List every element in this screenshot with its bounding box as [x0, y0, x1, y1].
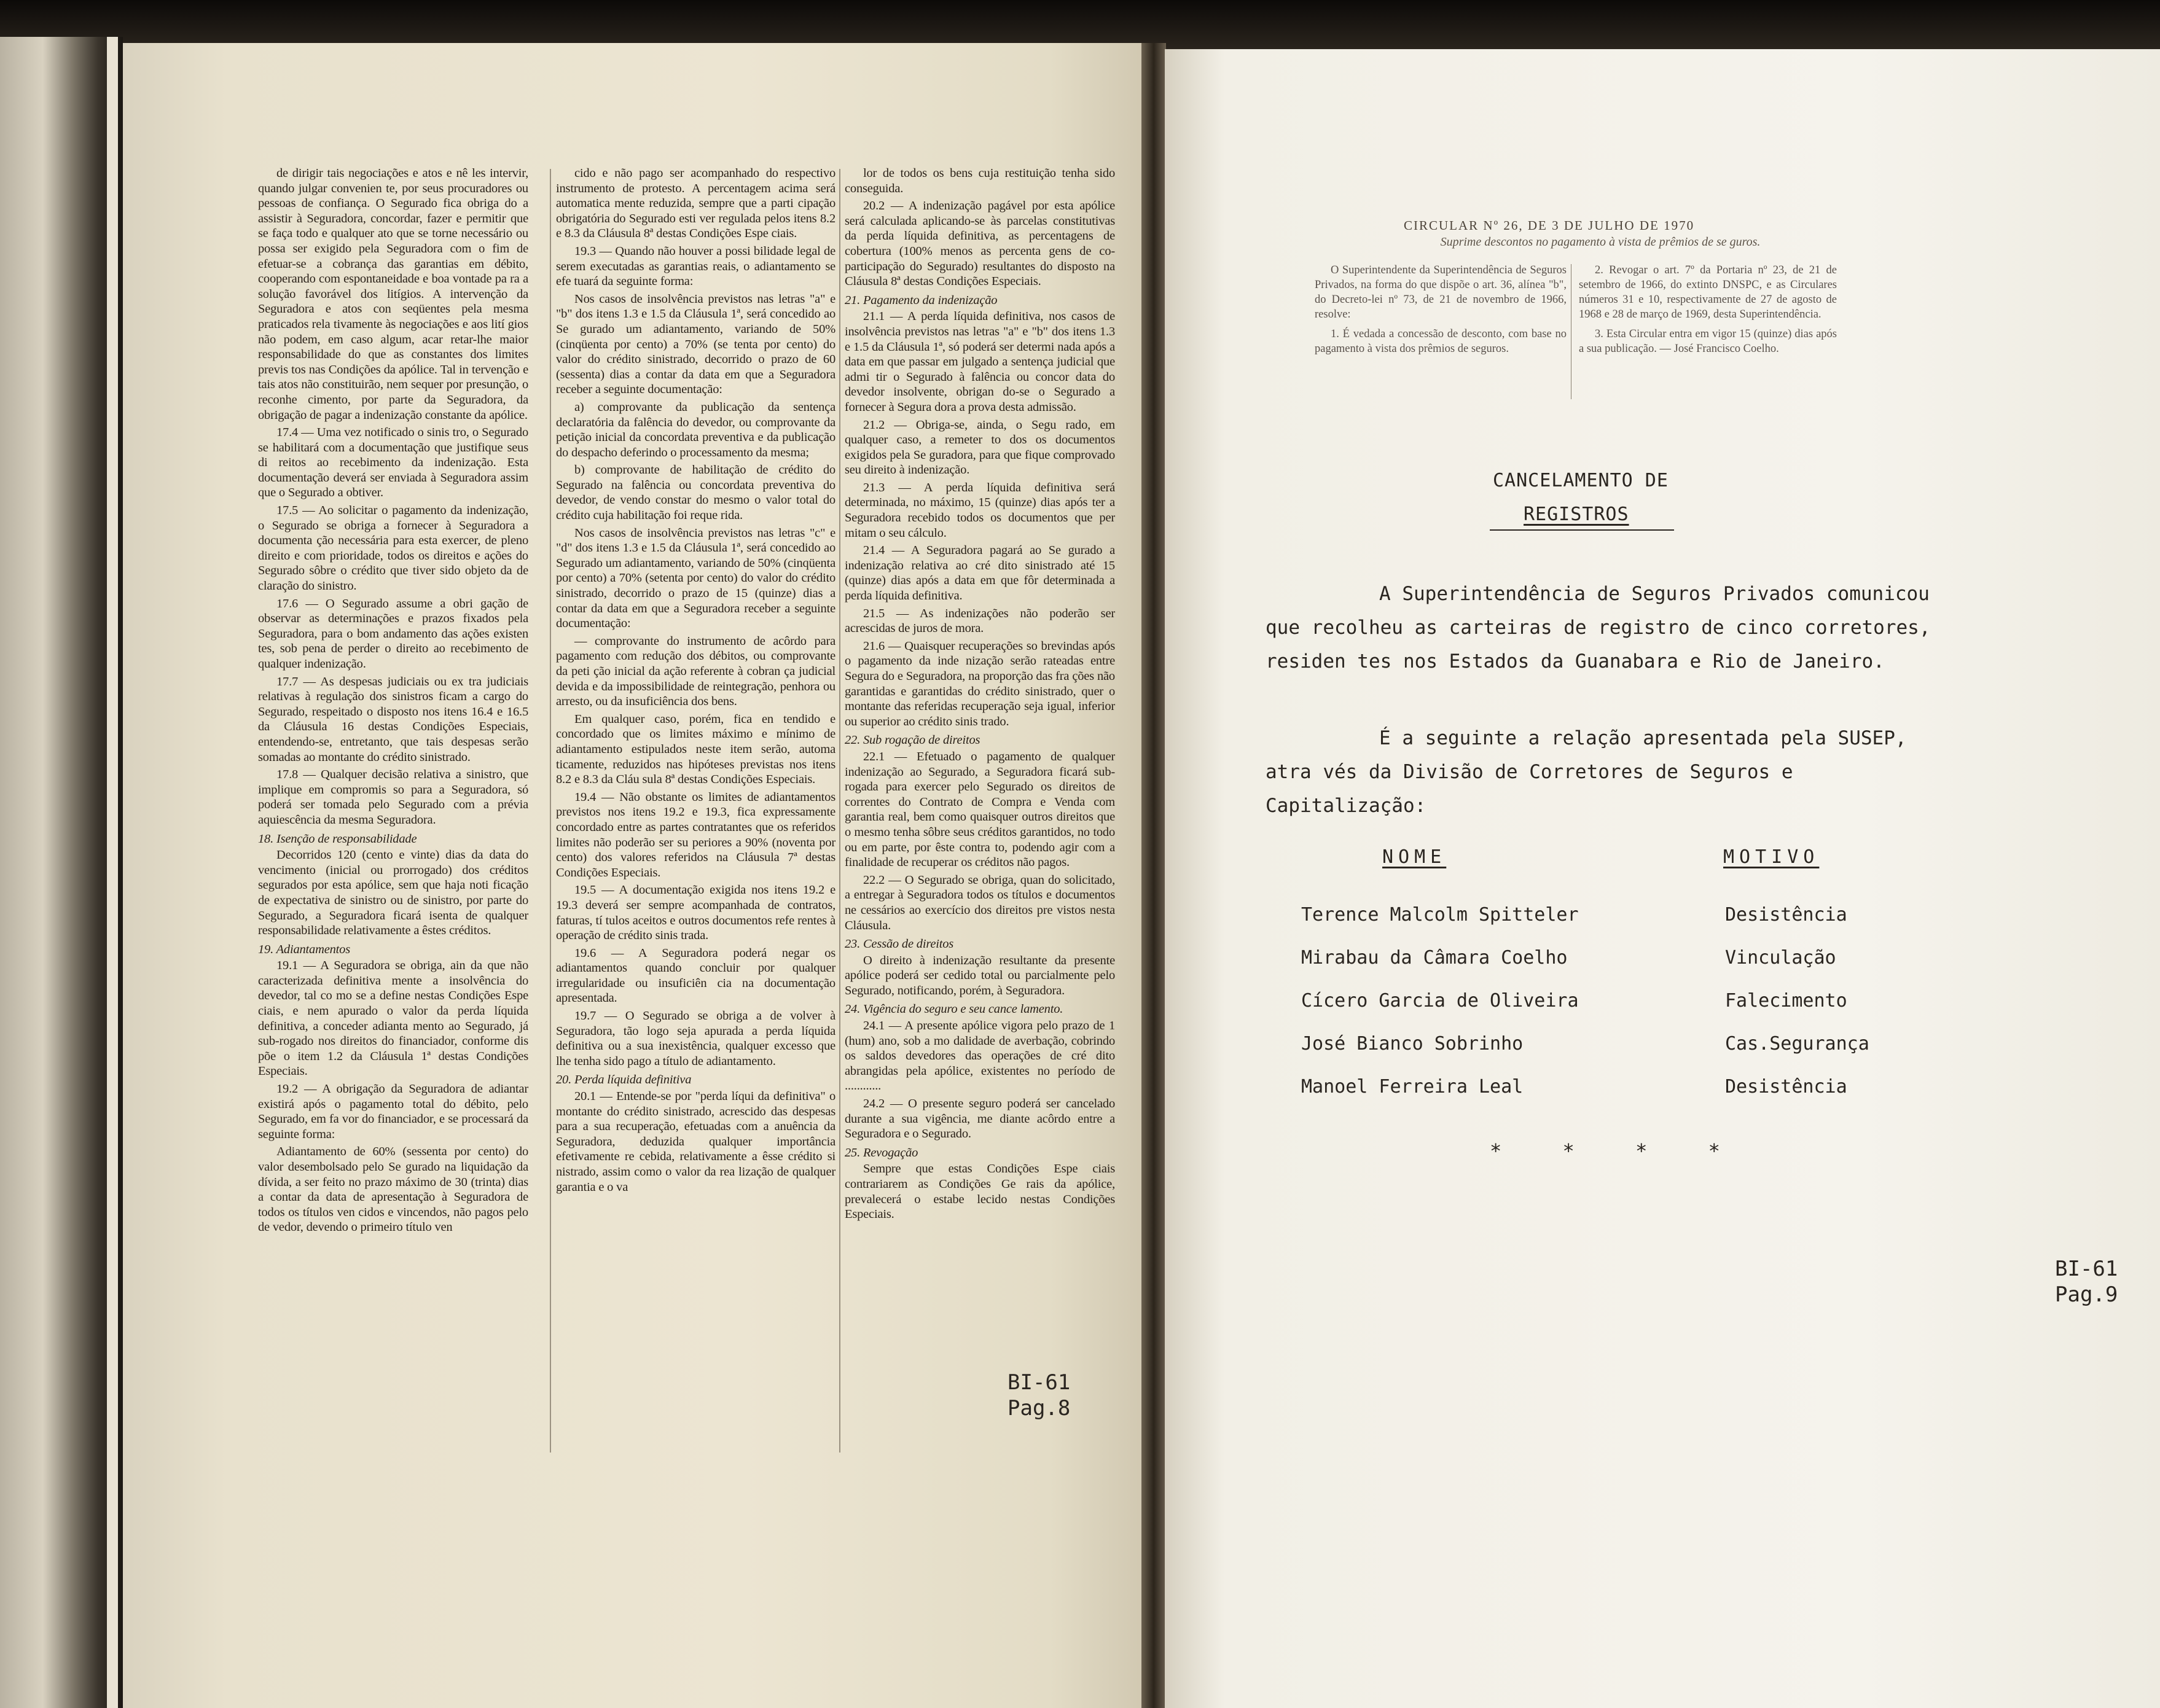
broker-names-list	[1301, 894, 1579, 1109]
scanner-background	[0, 0, 2160, 49]
clause-paragraph: Nos casos de insolvência previstos nas letras "c" e "d" dos itens 1.3 e 1.5 da Cláusula 1ª, será concedido ao Segurado um adiantamento, variando de 50% (cinqüenta por cento) a 70% (setenta por cento) do valor do crédito sinistrado, decorrido o prazo de 15 (quinze) dias a contar da data em que a Seguradora receber a seguinte documentação:	[556, 526, 835, 631]
circular-column-b	[1579, 263, 1837, 361]
page-ref: BI-61	[1008, 1370, 1071, 1395]
notice-paragraph: A Superintendência de Seguros Privados comunicou que recolheu as carteiras de registro de cinco corretores, residen tes nos Estados da Guanabara e Rio de Janeiro.	[1266, 583, 1931, 673]
broker-name: Mirabau da Câmara Coelho	[1301, 947, 1568, 969]
reasons-list	[1725, 894, 1869, 1109]
clause-paragraph: 21.3 — A perda líquida definitiva será determinada, no máximo, 15 (quinze) dias após ter a Seguradora recebido todos os documentos que per mitam o seu cálculo.	[845, 480, 1115, 540]
clause-paragraph: 17.6 — O Segurado assume a obri gação de observar as determinações e prazos fixados pela Seguradora, para o bom andamento das ações existen tes, sob pena de perder o direito ao recebimento de qualquer indenização.	[258, 596, 528, 671]
clause-paragraph: 20.2 — A indenização pagável por esta apólice será calculada aplicando-se às parcelas constitutivas da perda líquida definitiva, as percentagens de cobertura (100% menos as percenta gens de co-participação do Segurado) resultantes do disposto na Cláusula 8ª destas Condições Especiais.	[845, 199, 1115, 289]
broker-name: José Bianco Sobrinho	[1301, 1033, 1524, 1055]
heading-underline	[1490, 529, 1674, 531]
book-gutter	[1141, 43, 1166, 1708]
clause-paragraph: 19.2 — A obrigação da Seguradora de adiantar existirá após o pagamento total do débito, pelo Segurado, em fa vor do financiador, e se processará da seguinte forma:	[258, 1082, 528, 1141]
clause-paragraph: 20.1 — Entende-se por "perda líqui da definitiva" o montante do crédito sinistrado, acrescido das despesas para a sua recuperação, efetuadas com a anuência da Seguradora, deduzida qualquer importância efetivamente re cebida, relativamente a êsse crédito si nistrado, assim como o valor da rea lização de qualquer garantia e o va	[556, 1090, 835, 1194]
clause-heading: 23. Cessão de direitos	[845, 937, 954, 951]
notice-heading-underlined: REGISTROS	[1524, 504, 1629, 525]
clause-paragraph: 24.1 — A presente apólice vigora pelo prazo de 1 (hum) ano, sob a mo dalidade de averbação, cobrindo os saldos devedores das operações de cré dito abrangidas pela apólice, existentes no período de ............	[845, 1019, 1115, 1093]
clause-paragraph: Sempre que estas Condições Espe ciais contrariarem as Condições Ge rais da apólice, prevalecerá o estabe lecido nestas Condições Especiais.	[845, 1162, 1115, 1222]
clause-paragraph: a) comprovante da publicação da sentença declaratória da falência do devedor, ou comprovante da petição inicial da concordata preventiva e da publicação do despacho deferindo o processamento da mesma;	[556, 400, 835, 459]
page-ref: BI-61	[2055, 1257, 2118, 1281]
clause-paragraph: b) comprovante de habilitação de crédito do Segurado na falência ou concordata preventiva do devedor, de vendo constar do mesmo o valor total do crédito cuja habilitação foi reque rida.	[556, 463, 835, 523]
right-page-number	[2055, 1256, 2118, 1308]
clause-paragraph: 17.7 — As despesas judiciais ou ex tra judiciais relativas à regulação dos sinistros ficam a cargo do Segurado, respeitado o disposto nos itens 16.4 e 16.5 da Cláusula 16 destas Condições Especiais, entendendo-se, entretanto, que tais despesas serão somadas ao montante do crédito sinistrado.	[258, 674, 528, 764]
book-binding	[0, 37, 123, 1708]
clause-paragraph: 19.3 — Quando não houver a possi bilidade legal de serem executadas as garantias reais, o adiantamento se efe tuará da seguinte forma:	[556, 244, 835, 289]
clause-paragraph: 17.5 — Ao solicitar o pagamento da indenização, o Segurado se obriga a fornecer à Seguradora a documenta ção necessária para esta exercer, de pleno direito e com prioridade, todos os direitos e ações do Segurado sôbre o crédito que tiver sido objeto da de claração do sinistro.	[258, 504, 528, 593]
clause-paragraph: 21.5 — As indenizações não poderão ser acrescidas de juros de mora.	[845, 606, 1115, 636]
clause-paragraph: 21.4 — A Seguradora pagará ao Se gurado a indenização relativa ao cré dito sinistrado até 15 (quinze) dias após a data em que fôr determinada a perda líquida definitiva.	[845, 544, 1115, 603]
clause-paragraph: 17.8 — Qualquer decisão relativa a sinistro, que implique em compromis so para a Seguradora, só poderá ser tomada pelo Segurado com a prévia aquiescência da mesma Seguradora.	[258, 768, 528, 827]
clipping-column-3	[845, 166, 1115, 1225]
clause-paragraph: 22.1 — Efetuado o pagamento de qualquer indenização ao Segurado, a Seguradora ficará sub-rogada para exercer pelo Segurado os direitos de correntes do Contrato de Compra e Venda com garantia real, bem como quaisquer outros direitos que o mesmo tenha sôbre seus créditos garantidos, no todo ou em parte, por êste contra to, podendo agir com a finalidade de recuperar os créditos não pagos.	[845, 749, 1115, 870]
clause-heading: 19. Adiantamentos	[258, 942, 350, 956]
broker-name: Cícero Garcia de Oliveira	[1301, 990, 1579, 1012]
circular-paragraph: O Superintendente da Superintendência de Seguros Privados, na forma do que dispõe o art. 36, alínea "b", do Decreto-lei nº 73, de 21 de novembro de 1966, resolve:	[1315, 264, 1567, 321]
clause-paragraph: 24.2 — O presente seguro poderá ser cancelado durante a sua vigência, me diante acôrdo entre a Seguradora e o Segurado.	[845, 1097, 1115, 1141]
clause-heading: 24. Vigência do seguro e seu cance lamento.	[845, 1002, 1063, 1016]
broker-reason: Vinculação	[1725, 947, 1836, 969]
clause-paragraph: 21.2 — Obriga-se, ainda, o Segu rado, em qualquer caso, a remeter to dos os documentos exigidos pela Se guradora, para que fique comprovado seu direito à indenização.	[845, 418, 1115, 477]
clause-paragraph: 19.7 — O Segurado se obriga a de volver à Seguradora, tão logo seja apurada a perda líquida definitiva ou a sua inexistência, qualquer excesso que lhe tenha sido pago a título de adiantamento.	[556, 1009, 835, 1068]
reason-column-header: MOTIVO	[1723, 846, 1820, 868]
notice-body	[1266, 577, 1947, 866]
circular-column-a	[1315, 263, 1567, 361]
clipping-column-2	[556, 166, 835, 1197]
clause-paragraph: cido e não pago ser acompanhado do respectivo instrumento de protesto. A percentagem acima será automatica mente reduzida, sempre que a parti cipação obrigatória do Segurado esti ver regulada pelos itens 8.2 e 8.3 da Cláusula 8ª destas Condições Espe ciais.	[556, 166, 835, 241]
circular-paragraph: 2. Revogar o art. 7º da Portaria nº 23, de 21 de setembro de 1966, do extinto DNSPC, e as Circulares números 31 e 10, respectivamente de 27 de agosto de 1968 e 28 de março de 1969, desta Superintendência.	[1579, 264, 1837, 321]
left-page-number	[1008, 1370, 1070, 1421]
clause-paragraph: — comprovante do instrumento de acôrdo para pagamento com redução dos débitos, ou comprovante da peti ção inicial da ação referente à cobran ça judicial devida e da impossibilidade de reintegração, penhora ou arresto, ou da insuficiência dos bens.	[556, 634, 835, 709]
clause-heading: 21. Pagamento da indenização	[845, 293, 998, 307]
clause-paragraph: 22.2 — O Segurado se obriga, quan do solicitado, a entregar à Seguradora todos os títulos e documentos ne cessários ao exercício dos direitos pre vistos nesta Cláusula.	[845, 873, 1115, 932]
notice-paragraph: É a seguinte a relação apresentada pela SUSEP, atra vés da Divisão de Corretores de Seguros e Capitalização:	[1266, 727, 1907, 817]
broker-reason: Cas.Segurança	[1725, 1033, 1869, 1055]
clause-heading: 25. Revogação	[845, 1145, 918, 1160]
circular-subtitle: Suprime descontos no pagamento à vista de prêmios de se guros.	[1440, 235, 1761, 249]
column-divider	[839, 169, 840, 1453]
name-column-header: NOME	[1382, 846, 1447, 868]
clause-paragraph: lor de todos os bens cuja restituição tenha sido conseguida.	[845, 166, 1115, 195]
clause-paragraph: O direito à indenização resultante da presente apólice poderá ser cedido total ou parcialmente pelo Segurado, notificando, porém, à Seguradora.	[845, 953, 1115, 997]
broker-reason: Desistência	[1725, 904, 1847, 926]
circular-paragraph: 3. Esta Circular entra em vigor 15 (quinze) dias após a sua publicação. — José Francisco Coelho.	[1579, 328, 1837, 355]
clause-paragraph: Nos casos de insolvência previstos nas letras "a" e "b" dos itens 1.3 e 1.5 da Cláusula 1ª, será concedido ao Se gurado um adiantamento, variando de 50% (cinqüenta por cento) a 70% (se tenta por cento) do valor do crédito sinistrado, decorrido o prazo de 60 (sessenta) dias a contar da data em que a Seguradora receber a seguinte documentação:	[556, 292, 835, 397]
circular-paragraph: 1. É vedada a concessão de desconto, com base no pagamento à vista dos prêmios de seguros.	[1315, 328, 1567, 355]
clause-paragraph: 21.6 — Quaisquer recuperações so brevindas após o pagamento da inde nização serão rateadas entre Segura do e Seguradora, na proporção das fra ções não garantidas e garantidas do crédito sinistrado, quer o montante das referidas recuperação seja igual, inferior ou superior ao crédito sinis trado.	[845, 639, 1115, 728]
broker-reason: Falecimento	[1725, 990, 1847, 1012]
circular-title: CIRCULAR Nº 26, DE 3 DE JULHO DE 1970	[1404, 218, 1695, 233]
broker-name: Manoel Ferreira Leal	[1301, 1076, 1524, 1098]
page-number: Pag.9	[2055, 1282, 2118, 1307]
notice-heading: CANCELAMENTO DE	[1493, 470, 1669, 491]
broker-name: Terence Malcolm Spitteler	[1301, 904, 1579, 926]
section-separator: * * * *	[1490, 1139, 1745, 1163]
clause-paragraph: de dirigir tais negociações e atos e nê les intervir, quando julgar convenien te, por seus procuradores ou pessoas de confiança. O Segurado fica obriga do a assistir à Seguradora, concordar, fazer e permitir que se faça todo e qualquer ato que se torne necessário ou possa ser exigido pela Seguradora com o fim de efetuar-se a cobrança das garantias em débito, cooperando com espontaneidade e boa vontade pa ra a solução favorável dos litígios. A intervenção da Seguradora e atos con seqüentes pela mesma praticados rela tivamente às negociações e aos lití gios não podem, em caso algum, acar retar-lhe maior responsabilidade do que as constantes dos limites previs tos nas Condições da apólice. Tal in tervenção e tais atos não constituirão, nem sequer por presunção, o reconhe cimento, por parte da Seguradora, da obrigação de pagar a indenização constante da apólice.	[258, 166, 528, 422]
clause-paragraph: 17.4 — Uma vez notificado o sinis tro, o Segurado se habilitará com a documentação que justifique seus di reitos ao recebimento da indenização. Esta documentação deverá ser enviada à Seguradora assim que o Segurado a obtiver.	[258, 426, 528, 500]
clause-paragraph: 19.6 — A Seguradora poderá negar os adiantamentos quando concluir por qualquer irregularidade ou insuficiên cia na documentação apresentada.	[556, 946, 835, 1005]
clause-paragraph: 19.5 — A documentação exigida nos itens 19.2 e 19.3 deverá ser sempre acompanhada de contratos, faturas, tí tulos aceitos e outros documentos refe rentes à operação de crédito sinis trada.	[556, 883, 835, 943]
clause-paragraph: 19.1 — A Seguradora se obriga, ain da que não caracterizada definitiva mente a insolvência do devedor, tal co mo se a define nestas Condições Espe ciais, e nem apurado o valor da perda líquida definitiva, a conceder adianta mento ao Segurado, já sub-rogado nos direitos do financiador, conforme dis põe o item 1.2 da Cláusula 1ª destas Condições Especiais.	[258, 959, 528, 1078]
clause-heading: 18. Isenção de responsabilidade	[258, 832, 417, 846]
broker-reason: Desistência	[1725, 1076, 1847, 1098]
clause-paragraph: 19.4 — Não obstante os limites de adiantamentos previstos nos itens 19.2 e 19.3, fica expressamente concordado entre as partes contratantes que os referidos limites não poderão ser su periores a 90% (noventa por cento) dos valores referidos na Cláusula 7ª destas Condições Especiais.	[556, 790, 835, 879]
clause-heading: 22. Sub rogação de direitos	[845, 733, 980, 747]
page-number: Pag.8	[1008, 1396, 1071, 1421]
clipping-column-1	[258, 166, 528, 1238]
clause-heading: 20. Perda líquida definitiva	[556, 1073, 692, 1087]
clause-paragraph: Decorridos 120 (cento e vinte) dias da data do vencimento (inicial ou prorrogado) dos créditos segurados por esta apólice, sem que haja noti ficação de expectativa de sinistro ou de sinistro, por parte do Segurado, a Seguradora ficará isenta de qualquer responsabilidade relativamente a êstes créditos.	[258, 848, 528, 938]
clause-paragraph: Em qualquer caso, porém, fica en tendido e concordado que os limites máximo e mínimo de adiantamento estipulados neste item serão, automa ticamente, reduzidos nas hipóteses previstas nos itens 8.2 e 8.3 da Cláu sula 8ª destas Condições Especiais.	[556, 712, 835, 787]
column-divider	[550, 169, 551, 1453]
clause-paragraph: Adiantamento de 60% (sessenta por cento) do valor desembolsado pelo Se gurado na liquidação da dívida, a ser feito no prazo máximo de 30 (trinta) dias a contar da data de apresentação à Seguradora de todos os títulos ven cidos e vincendos, não pagos pelo de vedor, devendo o primeiro título ven	[258, 1145, 528, 1234]
clause-paragraph: 21.1 — A perda líquida definitiva, nos casos de insolvência previstos nas letras "a" e "b" dos itens 1.3 e 1.5 da Cláusula 1ª, só poderá ser determi nada após a data em que passar em julgado a sentença judicial que admi tir o Segurado à falência ou concor data do devedor insolvente, obrigan do-se o Segurado a fornecer à Segura dora a prova desta admissão.	[845, 310, 1115, 414]
